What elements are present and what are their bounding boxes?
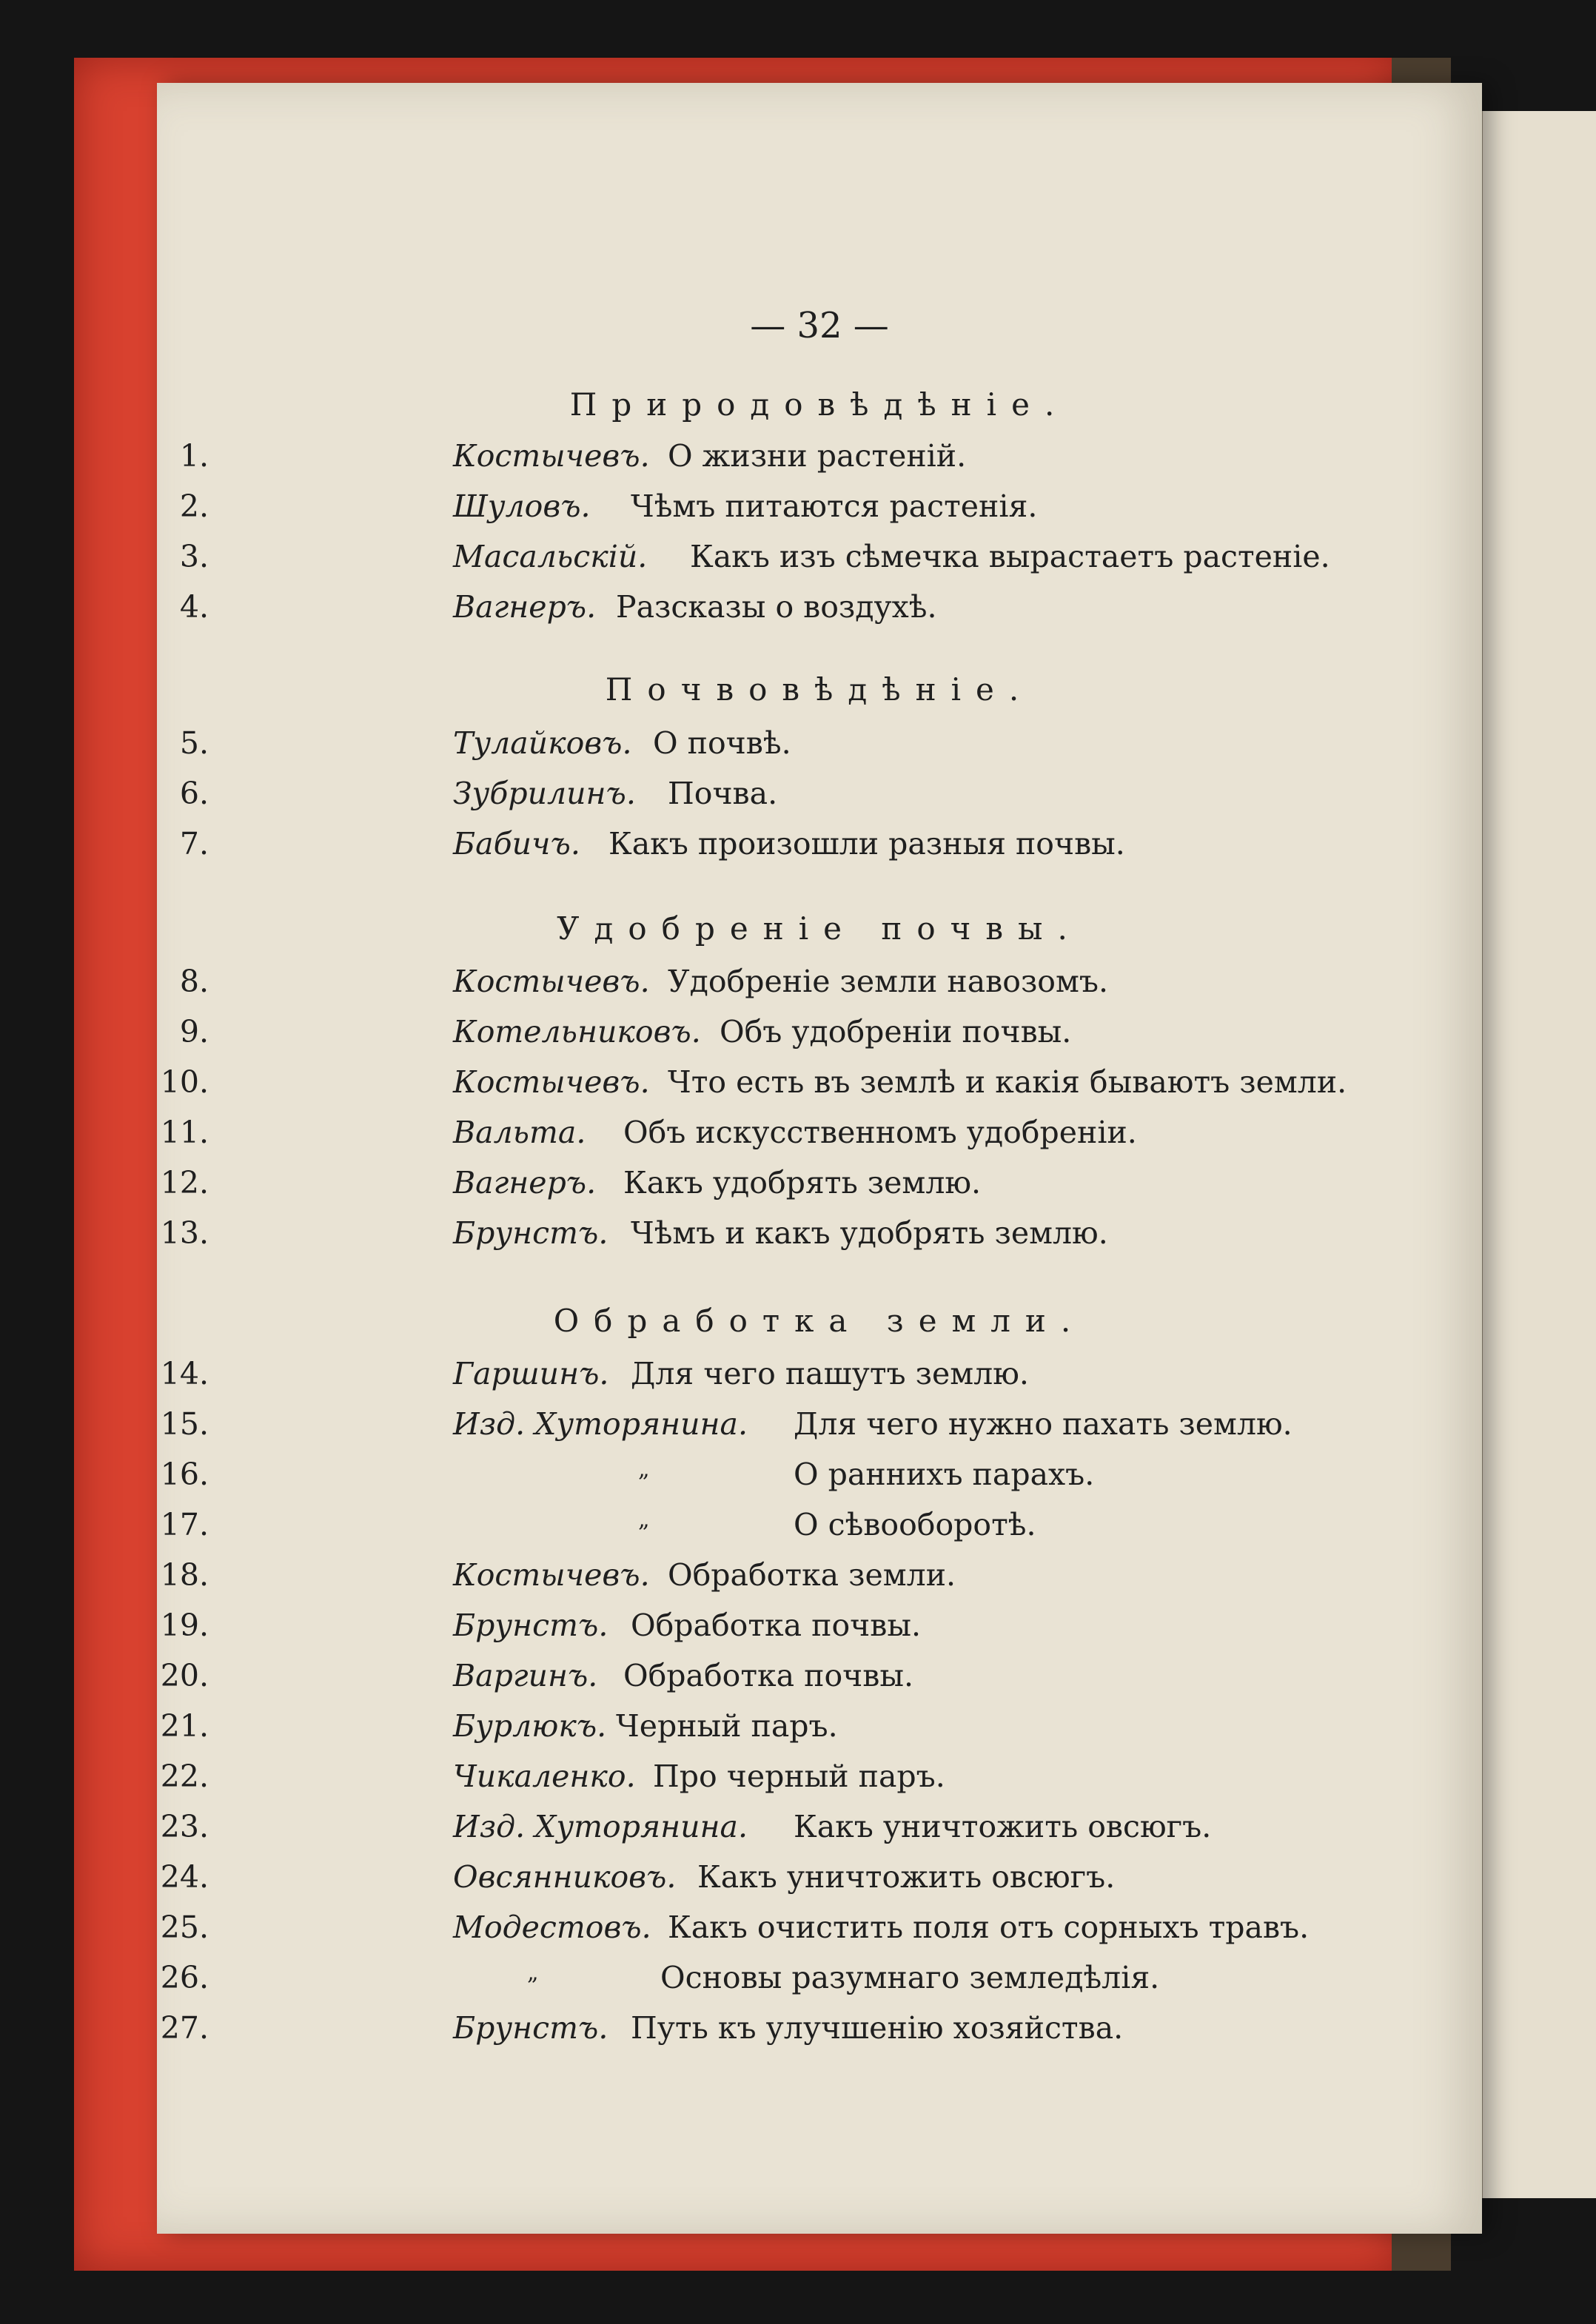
list-item (157, 776, 1415, 823)
item-number: 18. (160, 1557, 209, 1593)
item-title: Объ удобреніи почвы. (720, 1014, 1072, 1050)
item-author: Изд. Хуторянина. (453, 1809, 748, 1844)
item-number: 21. (160, 1708, 209, 1744)
item-title: Какъ изъ сѣмечка вырастаетъ растеніе. (690, 539, 1330, 574)
item-number: 25. (160, 1910, 209, 1945)
item-author: Брунстъ. (453, 1215, 608, 1251)
item-title: Для чего пашутъ землю. (631, 1356, 1029, 1391)
section-heading: Удобреніе почвы. (557, 910, 1082, 947)
ditto-mark: „ (638, 1457, 650, 1482)
item-author: Брунстъ. (453, 1608, 608, 1643)
item-number: 4. (179, 589, 209, 625)
list-item (157, 1708, 1415, 1756)
item-author: Вагнеръ. (453, 589, 597, 625)
page-number: — 32 — (750, 305, 889, 346)
item-number: 26. (160, 1960, 209, 1995)
item-title: О почвѣ. (653, 725, 791, 761)
item-title: О раннихъ парахъ. (794, 1457, 1095, 1492)
list-item (157, 1759, 1415, 1806)
list-item (157, 1608, 1415, 1655)
item-author: Зубрилинъ. (453, 776, 636, 811)
list-item (157, 438, 1415, 486)
list-item (157, 964, 1415, 1011)
list-item (157, 1507, 1415, 1554)
item-title: Обработка почвы. (623, 1658, 914, 1693)
item-title: Какъ уничтожить овсюгъ. (794, 1809, 1212, 1844)
item-number: 11. (160, 1115, 209, 1150)
item-number: 8. (179, 964, 209, 999)
item-title: О жизни растеній. (668, 438, 967, 474)
item-title: Какъ произошли разныя почвы. (608, 826, 1125, 862)
item-author: Варгинъ. (453, 1658, 598, 1693)
list-item (157, 1859, 1415, 1907)
book-page (157, 83, 1482, 2234)
item-number: 5. (179, 725, 209, 761)
item-number: 16. (160, 1457, 209, 1492)
item-author: Тулайковъ. (453, 725, 632, 761)
item-title: Удобреніе земли навозомъ. (668, 964, 1109, 999)
item-title: Почва. (668, 776, 778, 811)
list-item (157, 1960, 1415, 2007)
list-item (157, 1809, 1415, 1856)
item-author: Брунстъ. (453, 2010, 608, 2046)
item-title: Что есть въ землѣ и какія бываютъ земли. (668, 1064, 1347, 1100)
list-item (157, 488, 1415, 536)
item-number: 24. (160, 1859, 209, 1895)
section-heading: Обработка земли. (553, 1303, 1086, 1339)
item-number: 13. (160, 1215, 209, 1251)
list-item (157, 725, 1415, 773)
item-author: Костычевъ. (453, 1064, 650, 1100)
item-title: Обработка почвы. (631, 1608, 922, 1643)
item-title: Про черный паръ. (653, 1759, 945, 1794)
list-item (157, 826, 1415, 873)
list-item (157, 1064, 1415, 1112)
item-number: 2. (179, 488, 209, 524)
item-title: Обработка земли. (668, 1557, 956, 1593)
item-number: 15. (160, 1406, 209, 1442)
item-author: Модестовъ. (453, 1910, 651, 1945)
item-title: Разсказы о воздухѣ. (616, 589, 937, 625)
item-title: Какъ уничтожить овсюгъ. (697, 1859, 1116, 1895)
list-item (157, 1910, 1415, 1957)
item-author: Чикаленко. (453, 1759, 636, 1794)
item-title: Чѣмъ и какъ удобрять землю. (631, 1215, 1108, 1251)
list-item (157, 1557, 1415, 1605)
list-item (157, 1014, 1415, 1061)
section-heading: Почвовѣдѣніе. (605, 671, 1034, 708)
item-title: Чѣмъ питаются растенія. (631, 488, 1038, 524)
item-author: Вагнеръ. (453, 1165, 597, 1200)
item-author: Костычевъ. (453, 1557, 650, 1593)
item-number: 7. (179, 826, 209, 862)
item-number: 22. (160, 1759, 209, 1794)
item-title: Основы разумнаго земледѣлія. (660, 1960, 1160, 1995)
list-item (157, 1215, 1415, 1263)
item-number: 17. (160, 1507, 209, 1542)
item-number: 9. (179, 1014, 209, 1050)
item-author: Бурлюкъ. (453, 1708, 607, 1744)
item-author: Шуловъ. (453, 488, 591, 524)
item-number: 27. (160, 2010, 209, 2046)
list-item (157, 1165, 1415, 1212)
item-number: 14. (160, 1356, 209, 1391)
list-item (157, 1356, 1415, 1403)
item-title: Объ искусственномъ удобреніи. (623, 1115, 1137, 1150)
item-author: Изд. Хуторянина. (453, 1406, 748, 1442)
list-item (157, 1115, 1415, 1162)
item-author: Масальскій. (453, 539, 648, 574)
facing-page (1481, 111, 1596, 2198)
ditto-mark: „ (638, 1507, 650, 1533)
item-author: Костычевъ. (453, 438, 650, 474)
item-number: 23. (160, 1809, 209, 1844)
list-item (157, 1457, 1415, 1504)
item-title: Какъ удобрять землю. (623, 1165, 982, 1200)
item-number: 19. (160, 1608, 209, 1643)
item-number: 3. (179, 539, 209, 574)
ditto-mark: „ (527, 1960, 539, 1986)
item-number: 12. (160, 1165, 209, 1200)
list-item (157, 2010, 1415, 2058)
item-title: Для чего нужно пахать землю. (794, 1406, 1292, 1442)
item-title: Какъ очистить поля отъ сорныхъ травъ. (668, 1910, 1310, 1945)
item-title: Черный паръ. (616, 1708, 838, 1744)
item-number: 20. (160, 1658, 209, 1693)
item-author: Овсянниковъ. (453, 1859, 677, 1895)
list-item (157, 1406, 1415, 1454)
item-title: Путь къ улучшенію хозяйства. (631, 2010, 1124, 2046)
item-author: Костычевъ. (453, 964, 650, 999)
list-item (157, 539, 1415, 586)
item-title: О сѣвооборотѣ. (794, 1507, 1036, 1542)
item-author: Гаршинъ. (453, 1356, 609, 1391)
section-heading: Природовѣдѣніе. (569, 386, 1070, 423)
item-author: Вальта. (453, 1115, 586, 1150)
item-number: 6. (179, 776, 209, 811)
item-number: 10. (160, 1064, 209, 1100)
item-author: Бабичъ. (453, 826, 580, 862)
item-author: Котельниковъ. (453, 1014, 701, 1050)
list-item (157, 589, 1415, 637)
item-number: 1. (179, 438, 209, 474)
list-item (157, 1658, 1415, 1705)
